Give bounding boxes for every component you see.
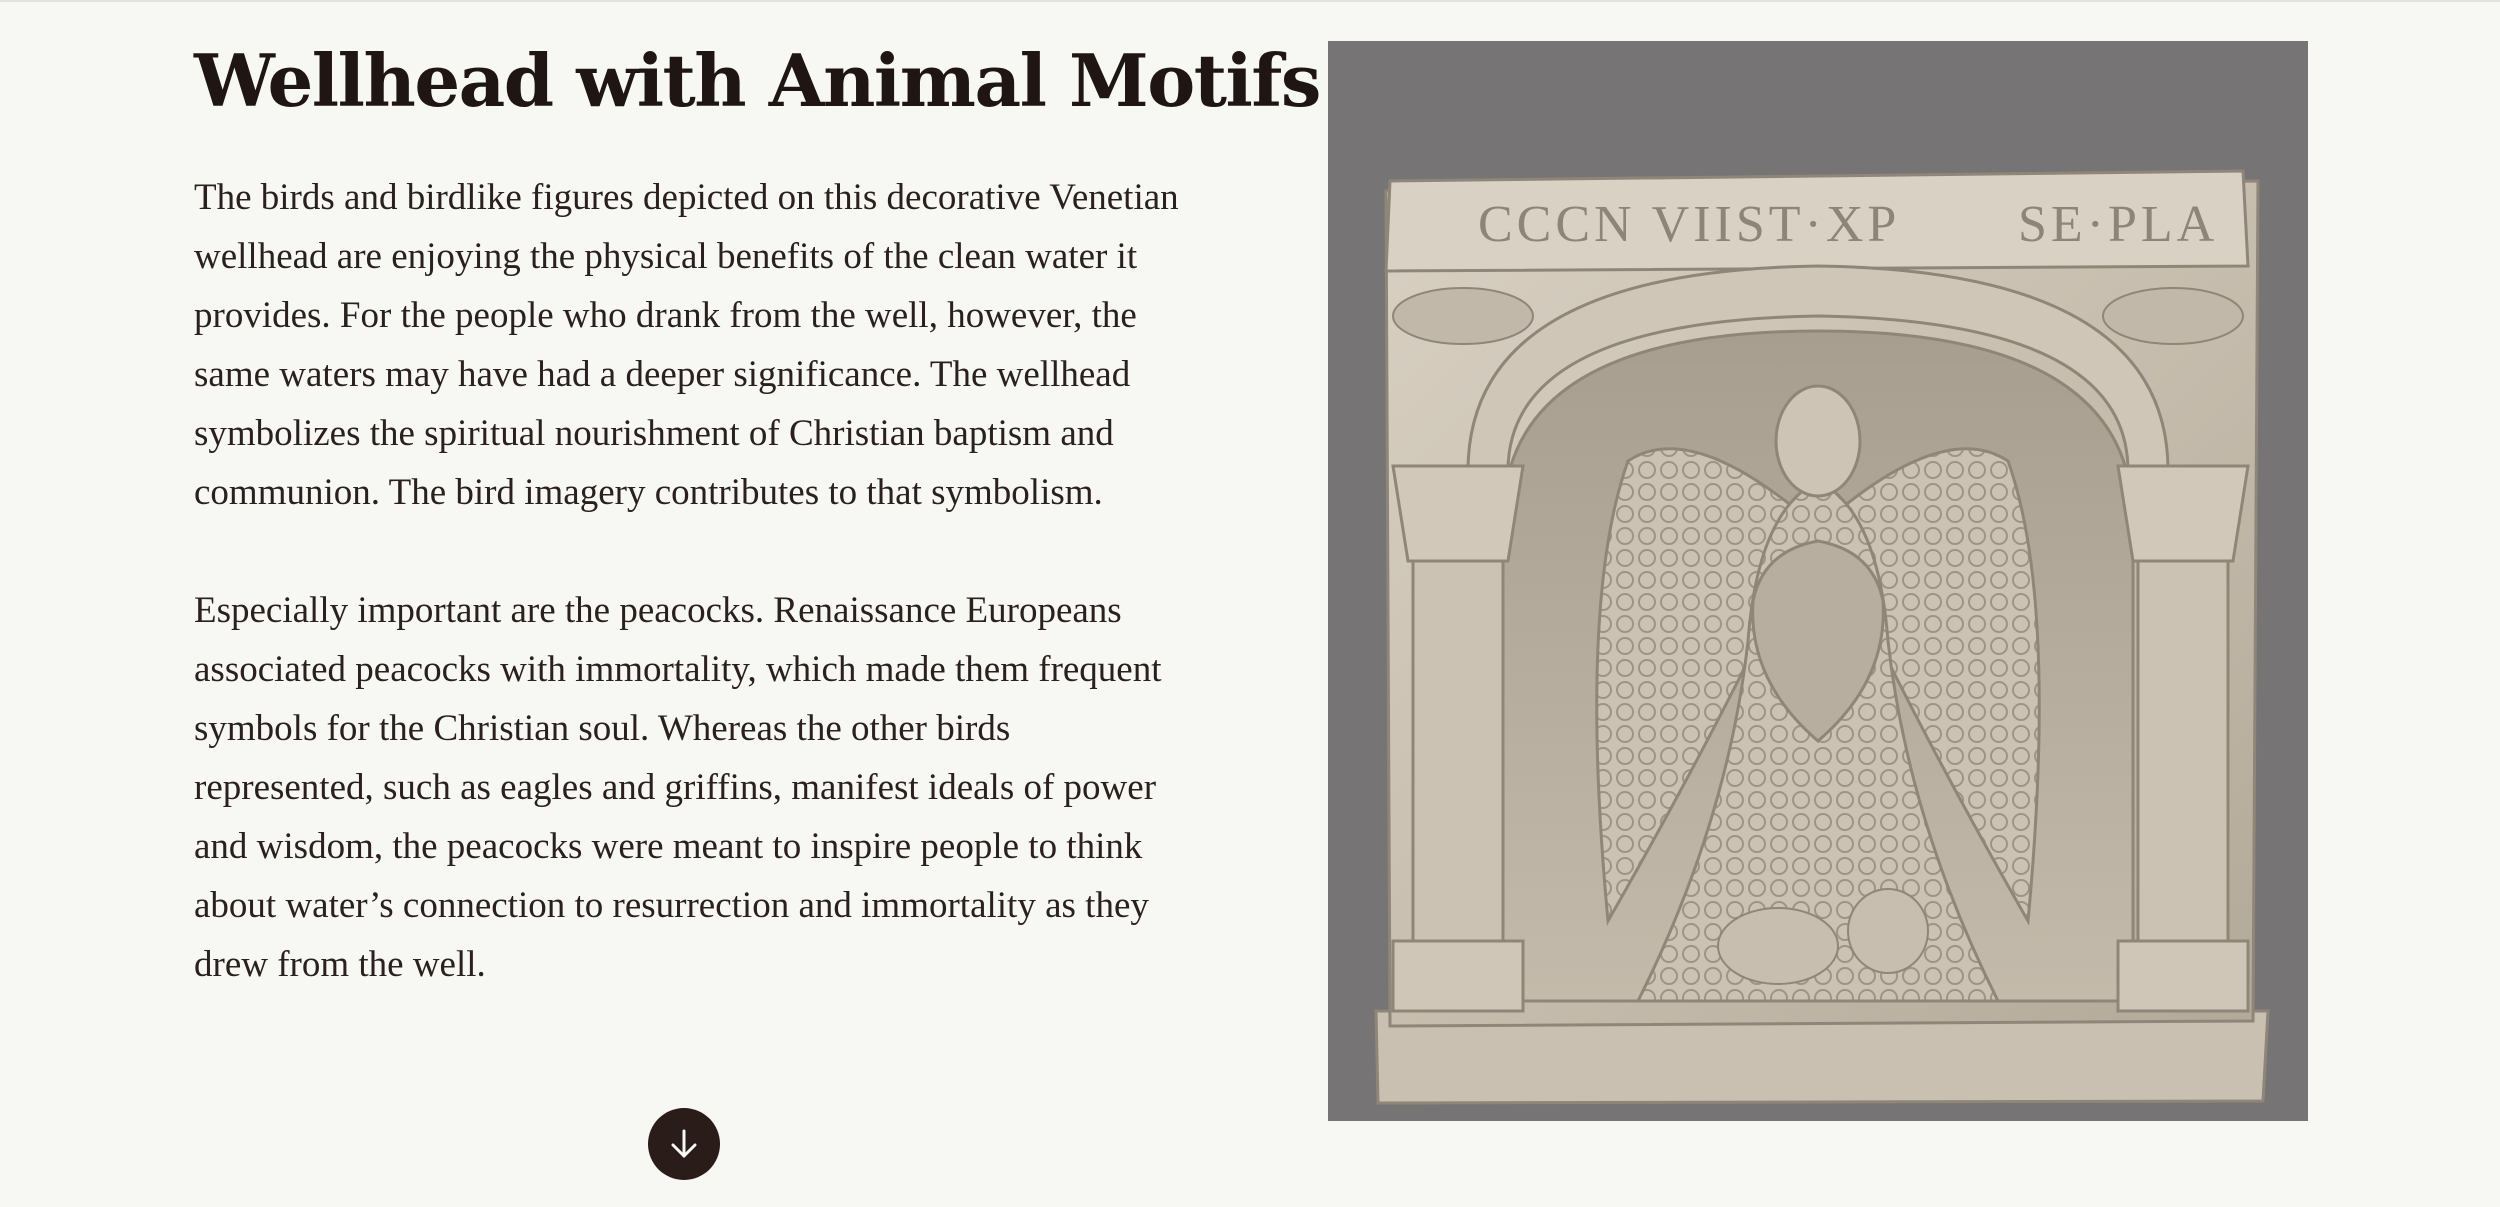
- article-text-column: [194, 38, 1320, 994]
- rim-inscription-right: SE·PLA: [2018, 196, 2219, 253]
- top-divider: [0, 0, 2500, 2]
- arrow-down-icon: [664, 1124, 704, 1164]
- artwork-image: [1328, 41, 2308, 1121]
- paragraph-1: The birds and birdlike figures depicted on this decorative Venetian wellhead are enjoying the physical benefits of the clean water it provides. For the people who drank from the well, however, the same waters may have had a deeper significance. The wellhead symbolizes the spiritual nourishment of Christian baptism and communion. The bird imagery contributes to that symbolism.: [194, 177, 1179, 513]
- article-body: [194, 168, 1184, 994]
- wellhead-illustration: [1328, 41, 2308, 1121]
- rim-inscription-left: CCCN VIIST·XP: [1478, 196, 1901, 253]
- scroll-down-button[interactable]: [648, 1108, 720, 1180]
- page-title: Wellhead with Animal Motifs: [194, 38, 1320, 123]
- paragraph-2: Especially important are the peacocks. Renaissance Europeans associated peacocks with immortality, which made them frequent symbols for the Christian soul. Whereas the other birds represented, such as eagles and griffins, manifest ideals of power and wisdom, the peacocks were meant to inspire people to think about water’s connection to resurrection and immortality as they drew from the well.: [194, 590, 1162, 985]
